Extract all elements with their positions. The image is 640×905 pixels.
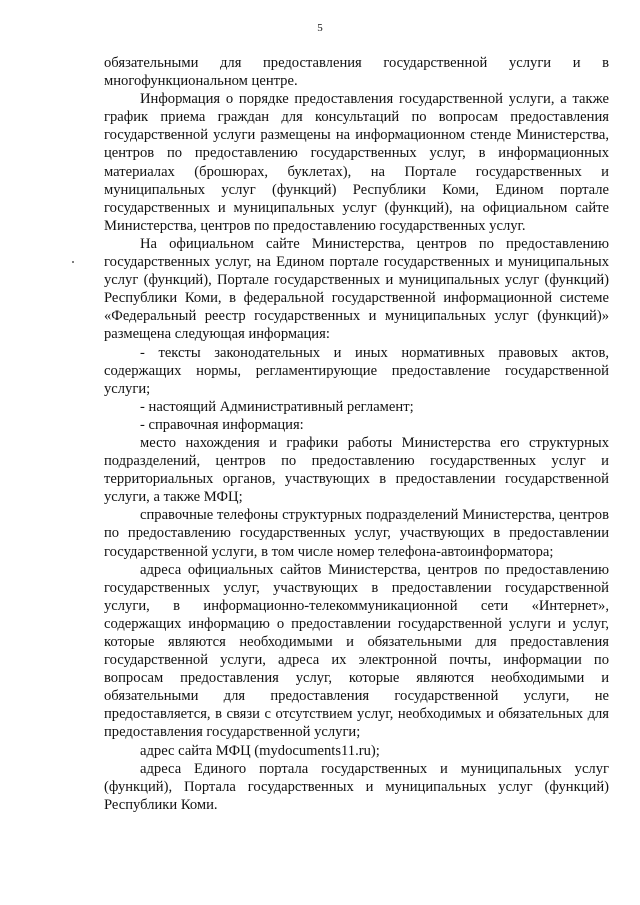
paragraph: адреса официальных сайтов Министерства, центров по предоставлению государственных услуг, участвующих в предоставлении государственной услуги, в информационно-телекоммуникационной сети «Интернет», содержащих информацию о предоставлении государственной услуги и услуг, которые являются необходимыми и обязательными для предоставления государственной услуги, адреса их электронной почты, информации по вопросам предоставления услуг, которые являются необходимыми и обязательными для предоставления государственной услуги, не предоставляется, в связи с отсутствием услуг, необходимых и обязательных для предоставления государственной услуги; — [104, 561, 609, 741]
list-item: - справочная информация: — [140, 416, 304, 433]
paragraph: Информация о порядке предоставления государственной услуги, а также график приема граждан для консультаций по вопросам предоставления государственной услуги размещены на информационном стенде Министерства, центров по предоставлению государственных услуг, в информационных материалах (брошюрах, буклетах), на Портале государственных и муниципальных услуг (функций) Республики Коми, Едином портале государственных и муниципальных услуг (функций), на официальном сайте Министерства, центров по предоставлению государственных услуг. — [104, 91, 609, 234]
paragraph: адрес сайта МФЦ (mydocuments11.ru); — [140, 742, 380, 759]
paragraph: адреса Единого портала государственных и муниципальных услуг (функций), Портала государственных и муниципальных услуг (функций) Республики Коми. — [104, 760, 609, 813]
page-number: 5 — [317, 22, 323, 34]
list-item: - настоящий Административный регламент; — [140, 398, 414, 415]
paragraph: На официальном сайте Министерства, центров по предоставлению государственных услуг, на Едином портале государственных и муниципальных услуг (функций), Портале государственных и муниципальных услуг (функций) Республики Коми, в федеральной государственной информационной системе «Федеральный реестр государственных и муниципальных услуг (функций)» размещена следующая информация: — [104, 235, 609, 343]
paragraph: место нахождения и графики работы Министерства его структурных подразделений, центров по предоставлению государственных услуг и территориальных органов, участвующих в предоставлении государственной услуги, а также МФЦ; — [104, 434, 609, 506]
paragraph: справочные телефоны структурных подразделений Министерства, центров по предоставлению государственных услуг, участвующих в предоставлении государственной услуги, в том числе номер телефона-автоинформатора; — [104, 507, 609, 560]
document-body — [104, 54, 609, 814]
list-item: - тексты законодательных и иных нормативных правовых актов, содержащих нормы, регламентирующие предоставление государственной услуги; — [104, 344, 609, 397]
margin-mark — [72, 261, 74, 263]
paragraph: обязательными для предоставления государственной услуги и в многофункциональном центре. — [104, 55, 609, 90]
